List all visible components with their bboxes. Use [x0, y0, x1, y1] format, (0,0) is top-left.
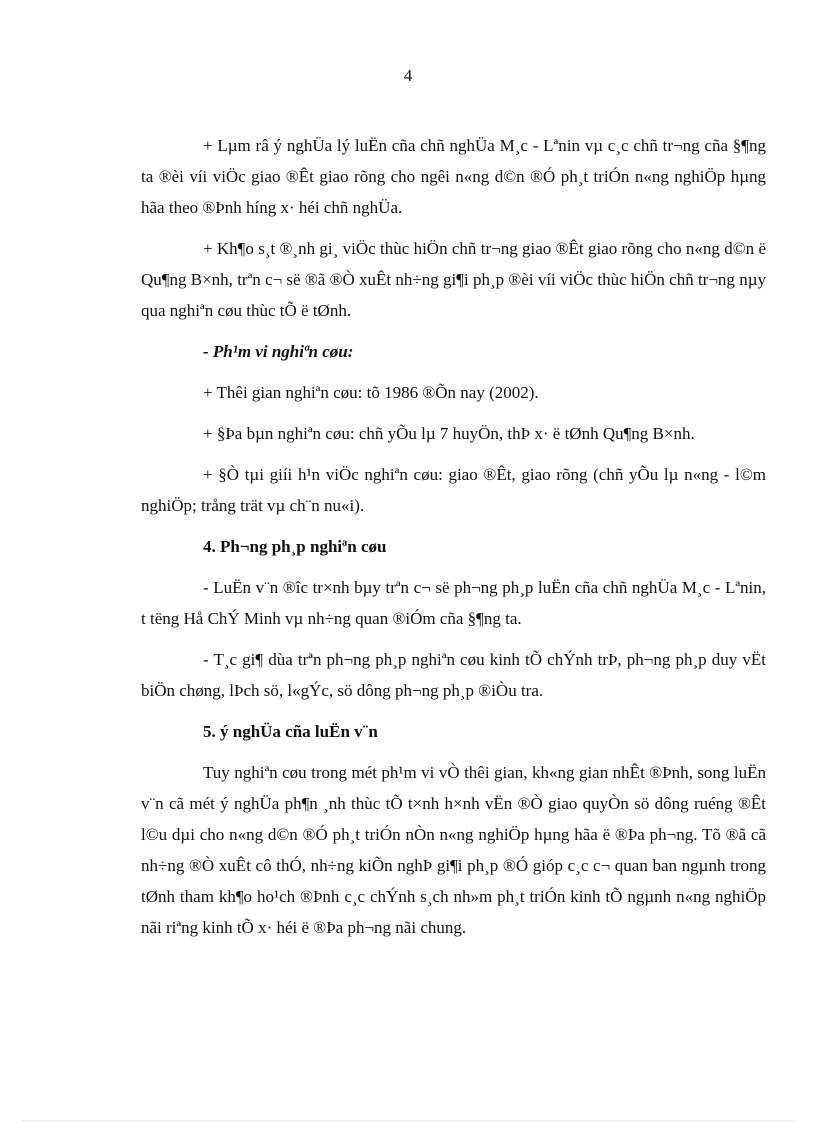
section-5-heading: 5. ý nghÜa cña luËn v¨n [203, 722, 378, 741]
document-body [141, 130, 766, 953]
paragraph-objective-survey: + Kh¶o s¸t ®¸nh gi¸ viÖc thùc hiÖn chñ tr¬ng giao ®Êt giao rõng cho n«ng d©n ë Qu¶ng B×nh, trªn c¬ së ®ã ®Ò xuÊt nh÷ng gi¶i ph¸p ®èi víi viÖc thùc hiÖn chñ tr¬ng nµy qua nghiªn cøu thùc tÕ ë tØnh. [141, 239, 766, 320]
paragraph-significance: Tuy nghiªn cøu trong mét ph¹m vi vÒ thêi gian, kh«ng gian nhÊt ®Þnh, song luËn v¨n cã mét ý nghÜa ph¶n ¸nh thùc tÕ t×nh h×nh vËn ®Ò giao quyÒn sö dông ruéng ®Êt l©u dµi cho n«ng d©n ®Ó ph¸t triÓn nÒn n«ng nghiÖp hµng hãa ë ®Þa ph¬ng. Tõ ®ã cã nh÷ng ®Ò xuÊt cô thÓ, nh÷ng kiÕn nghÞ gi¶i ph¸p ®Ó gióp c¸c c¬ quan ban ngµnh trong tØnh tham kh¶o ho¹ch ®Þnh c¸c chÝnh s¸ch nh»m ph¸t triÓn kinh tÕ ngµnh n«ng nghiÖp nãi riªng kinh tÕ x· héi ë ®Þa ph¬ng nãi chung. [141, 763, 766, 937]
scope-heading: - Ph¹m vi nghiªn cøu: [203, 342, 354, 361]
paragraph-scope-area: + §Þa bµn nghiªn cøu: chñ yÕu lµ 7 huyÖn, thÞ x· ë tØnh Qu¶ng B×nh. [203, 424, 695, 443]
paragraph-scope-time: + Thêi gian nghiªn cøu: tõ 1986 ®Õn nay (2002). [203, 383, 539, 402]
page-bottom-rule [22, 1120, 794, 1121]
paragraph-method-approach: - T¸c gi¶ dùa trªn ph¬ng ph¸p nghiªn cøu kinh tÕ chÝnh trÞ, ph¬ng ph¸p duy vËt biÖn chøng, lÞch sö, l«gÝc, sö dông ph¬ng ph¸p ®iÒu tra. [141, 650, 766, 700]
section-4-heading: 4. Ph¬ng ph¸p nghiªn cøu [203, 537, 387, 556]
paragraph-method-basis: - LuËn v¨n ®îc tr×nh bµy trªn c¬ së ph¬ng ph¸p luËn cña chñ nghÜa M¸c - Lªnin, t tëng Hå ChÝ Minh vµ nh÷ng quan ®iÓm cña §¶ng ta. [141, 578, 766, 628]
page-number: 4 [403, 66, 413, 85]
paragraph-objective-theory: + Lµm râ ý nghÜa lý luËn cña chñ nghÜa M¸c - Lªnin vµ c¸c chñ tr¬ng cña §¶ng ta ®èi víi viÖc giao ®Êt giao rõng cho ngêi n«ng d©n ®Ó ph¸t triÓn n«ng nghiÖp hµng hãa theo ®Þnh híng x· héi chñ nghÜa. [141, 136, 766, 217]
paragraph-scope-topic: + §Ò tµi giíi h¹n viÖc nghiªn cøu: giao ®Êt, giao rõng (chñ yÕu lµ n«ng - l©m nghiÖp; trång trät vµ ch¨n nu«i). [141, 465, 766, 515]
